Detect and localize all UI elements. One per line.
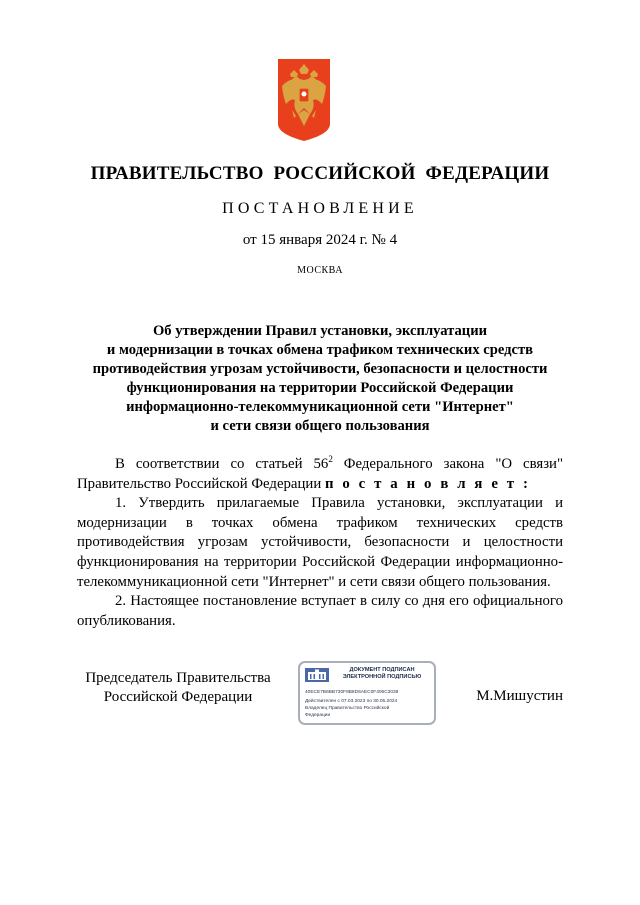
document-date-number: от 15 января 2024 г. № 4	[242, 232, 398, 248]
stamp-owner: Владелец Правительство Российской	[305, 706, 390, 711]
decree-word: п о с т а н о в л я е т :	[324, 475, 531, 492]
preamble-text: В соответствии со статьей 56	[115, 456, 329, 472]
stamp-header-line: ДОКУМЕНТ ПОДПИСАН	[349, 667, 415, 673]
subject-line: Об утверждении Правил установки, эксплуатации	[152, 323, 488, 339]
signer-title	[78, 669, 278, 707]
decree-item: 1. Утвердить прилагаемые Правила установки, эксплуатации и модернизации в точках обмена трафиком технических средств противодействия угрозам устойчивости, безопасности и целостности функционирования на территории Российской Федерации информационно-телекоммуникационной сети "Интернет" и сети связи общего пользования.	[77, 495, 563, 590]
decree-item: 2. Настоящее постановление вступает в силу со дня его официального опубликования.	[77, 593, 563, 629]
signer-name: М.Мишустин	[476, 688, 563, 704]
government-building-icon	[305, 668, 329, 682]
subject-line: и сети связи общего пользования	[210, 418, 430, 434]
preamble-paragraph	[77, 455, 563, 494]
signer-title-line: Российской Федерации	[103, 689, 253, 705]
preamble-text-cont: Федерального закона "О связи" Правительство Российской Федерации	[77, 456, 564, 492]
document-subject	[60, 322, 580, 436]
document-city: МОСКВА	[297, 265, 343, 276]
subject-line: функционирования на территории Российской Федерации	[126, 380, 514, 396]
subject-line: информационно-телекоммуникационной сети "Интернет"	[126, 399, 514, 415]
document-type: ПОСТАНОВЛЕНИЕ	[222, 200, 418, 217]
stamp-header	[330, 667, 434, 681]
government-title: ПРАВИТЕЛЬСТВО РОССИЙСКОЙ ФЕДЕРАЦИИ	[90, 163, 550, 184]
stamp-header-line: ЭЛЕКТРОННОЙ ПОДПИСЬЮ	[342, 674, 422, 680]
subject-line: противодействия угрозам устойчивости, безопасности и целостности	[92, 361, 548, 377]
signer-title-line: Председатель Правительства	[85, 670, 271, 686]
article-superscript: 2	[328, 454, 333, 465]
stamp-owner-cont: Федерации	[305, 713, 331, 718]
document-body	[77, 455, 563, 631]
russian-coat-of-arms-icon	[277, 58, 331, 142]
subject-line: и модернизации в точках обмена трафиком технических средств	[106, 342, 534, 358]
stamp-certificate: 40ECE7B6BB730F8B8D6AEC0F406C3038	[305, 690, 399, 695]
electronic-signature-stamp	[298, 661, 436, 725]
stamp-validity: Действителен с 07.03.2023 по 30.05.2024	[305, 699, 398, 704]
